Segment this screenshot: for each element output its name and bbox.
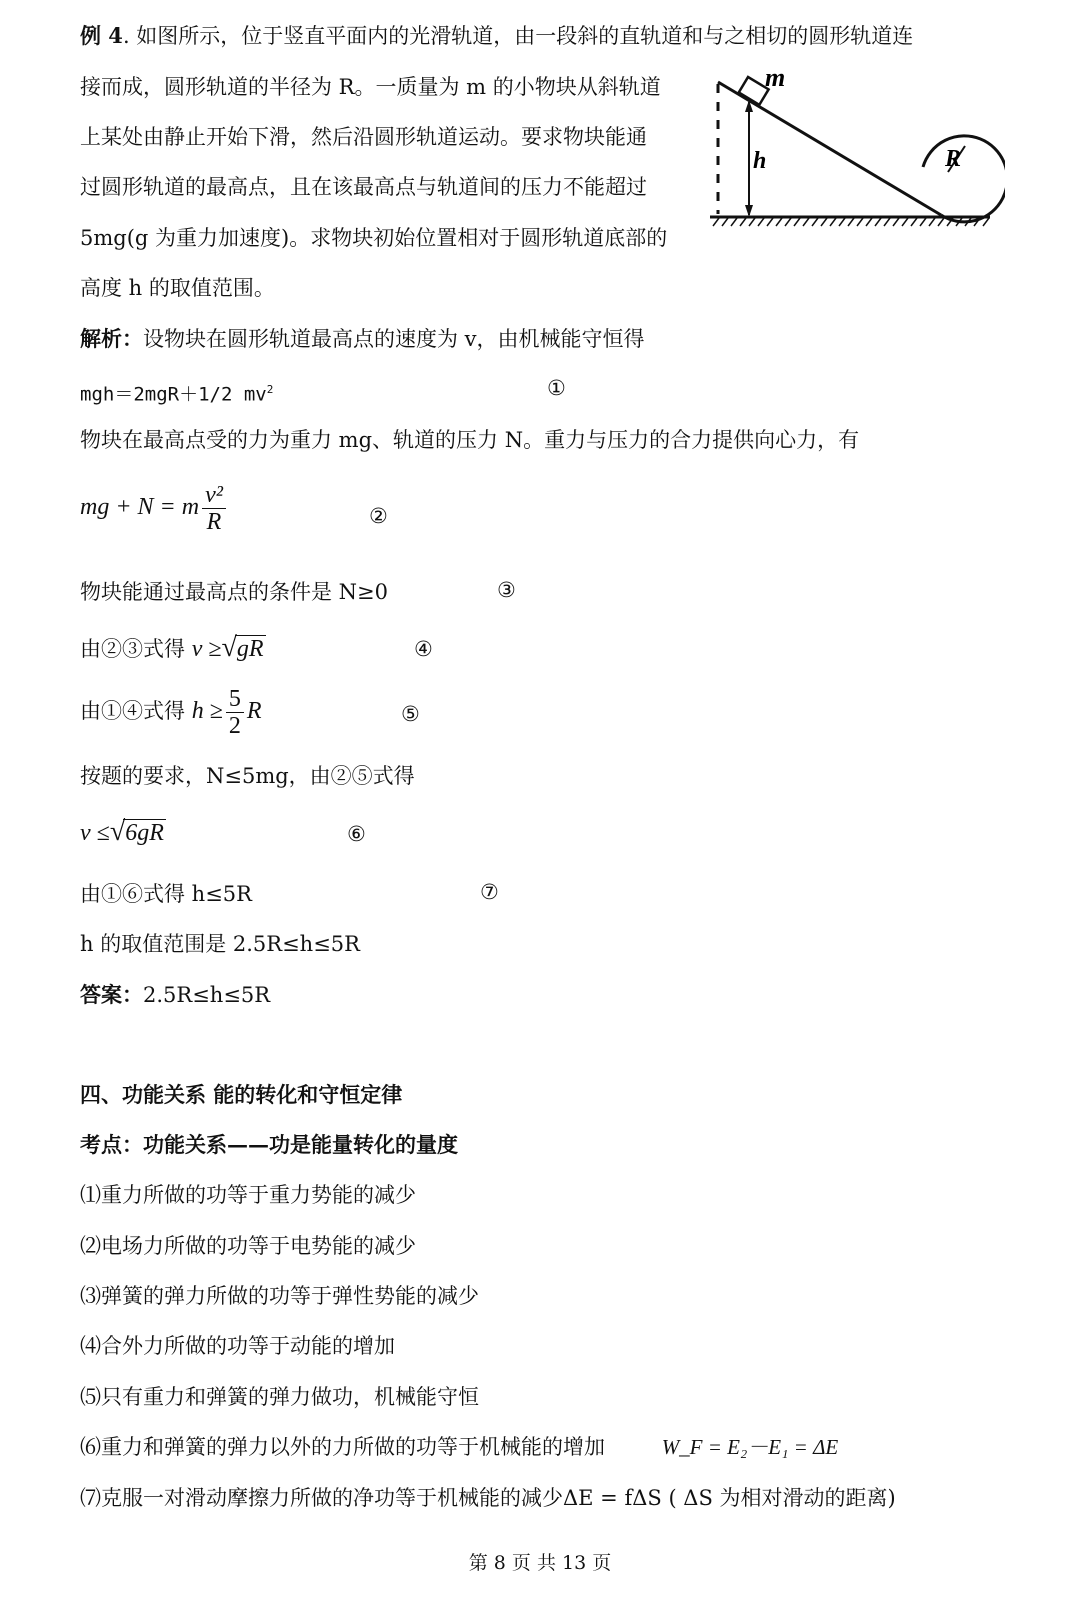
equation-number-1: ① [547, 376, 566, 400]
equation-number-3: ③ [497, 578, 516, 602]
fraction-5-over-2: $\frac{5}{2}$ [226, 686, 244, 739]
example-line-6: 高度 h 的取值范围。 [80, 276, 275, 300]
equation-number-5: ⑤ [401, 702, 420, 726]
condition-text: 物块能通过最高点的条件是 N≥0 [80, 580, 389, 604]
track-diagram [705, 62, 1005, 242]
sqrt-icon: √ [221, 632, 237, 663]
list-item: ⑷合外力所做的功等于动能的增加 [80, 1334, 395, 1358]
equation-7: 由①⑥式得 h≤5R [80, 882, 252, 906]
sqrt-icon: √ [109, 816, 126, 847]
equation-number-7: ⑦ [480, 880, 499, 904]
equation-number-6: ⑥ [347, 822, 366, 846]
forces-text: 物块在最高点受的力为重力 mg、轨道的压力 N。重力与压力的合力提供向心力，有 [80, 428, 860, 452]
answer-value: 2.5R≤h≤5R [143, 983, 271, 1007]
page-footer: 第 8 页 共 13 页 [468, 1552, 612, 1574]
fraction-v2-over-R: $\frac{\text{v²}}{R}$ [202, 482, 226, 535]
example-line-4: 过圆形轨道的最高点，且在该最高点与轨道间的压力不能超过 [80, 175, 647, 199]
answer-label: 答案： [80, 982, 143, 1007]
equation-number-2: ② [369, 504, 388, 528]
list-item: ⑴重力所做的功等于重力势能的减少 [80, 1183, 416, 1207]
requirement-text: 按题的要求，N≤5mg，由②⑤式得 [80, 764, 415, 788]
equation-4: 由②③式得 v ≥√gR [80, 632, 264, 663]
example-line-5: 5mg(g 为重力加速度)。求物块初始位置相对于圆形轨道底部的 [80, 226, 668, 250]
solution-label: 解析： [80, 326, 143, 351]
range-text: h 的取值范围是 2.5R≤h≤5R [80, 932, 360, 956]
section-title: 四、功能关系 能的转化和守恒定律 [80, 1082, 403, 1107]
list-item: ⑹重力和弹簧的弹力以外的力所做的功等于机械能的增加 W_F = E₂－E₁ = ΔE [80, 1435, 839, 1459]
topic-title: 考点：功能关系——功是能量转化的量度 [80, 1132, 458, 1157]
answer-line [80, 981, 270, 1009]
example-line-2: 接而成，圆形轨道的半径为 R。一质量为 m 的小物块从斜轨道 [80, 75, 661, 99]
mass-label: m [765, 63, 786, 92]
equation-2: mg + N = m $\frac{\text{v²}}{R}$ [80, 482, 229, 546]
example-line-3: 上某处由静止开始下滑，然后沿圆形轨道运动。要求物块能通 [80, 125, 647, 149]
radius-label: R [945, 146, 962, 172]
equation-6: v ≤√6gR [80, 816, 164, 847]
solution-intro: 解析：设物块在圆形轨道最高点的速度为 v，由机械能守恒得 [80, 326, 645, 351]
example-label: 例 4 [80, 23, 123, 48]
equation-number-4: ④ [414, 637, 433, 661]
list-item: ⑸只有重力和弹簧的弹力做功，机械能守恒 [80, 1385, 479, 1409]
height-label: h [753, 148, 767, 174]
equation-1: mgh＝2mgR＋1/2 $mv^2$ [80, 383, 274, 406]
incline-track [718, 82, 941, 215]
height-arrow-head-bottom [745, 205, 753, 217]
equation-5: 由①④式得 h ≥ $\frac{5}{2}$ R [80, 686, 262, 739]
work-energy-formula: W_F = E₂－E₁ = ΔE [661, 1435, 839, 1459]
list-item: ⑶弹簧的弹力所做的功等于弹性势能的减少 [80, 1284, 479, 1308]
list-item: ⑵电场力所做的功等于电势能的减少 [80, 1234, 416, 1258]
list-item: ⑺克服一对滑动摩擦力所做的净功等于机械能的减少ΔE = fΔS ( ΔS 为相对滑动的距离) [80, 1486, 896, 1510]
example-line-1: 例 4. 如图所示，位于竖直平面内的光滑轨道，由一段斜的直轨道和与之相切的圆形轨道连 [80, 23, 914, 48]
